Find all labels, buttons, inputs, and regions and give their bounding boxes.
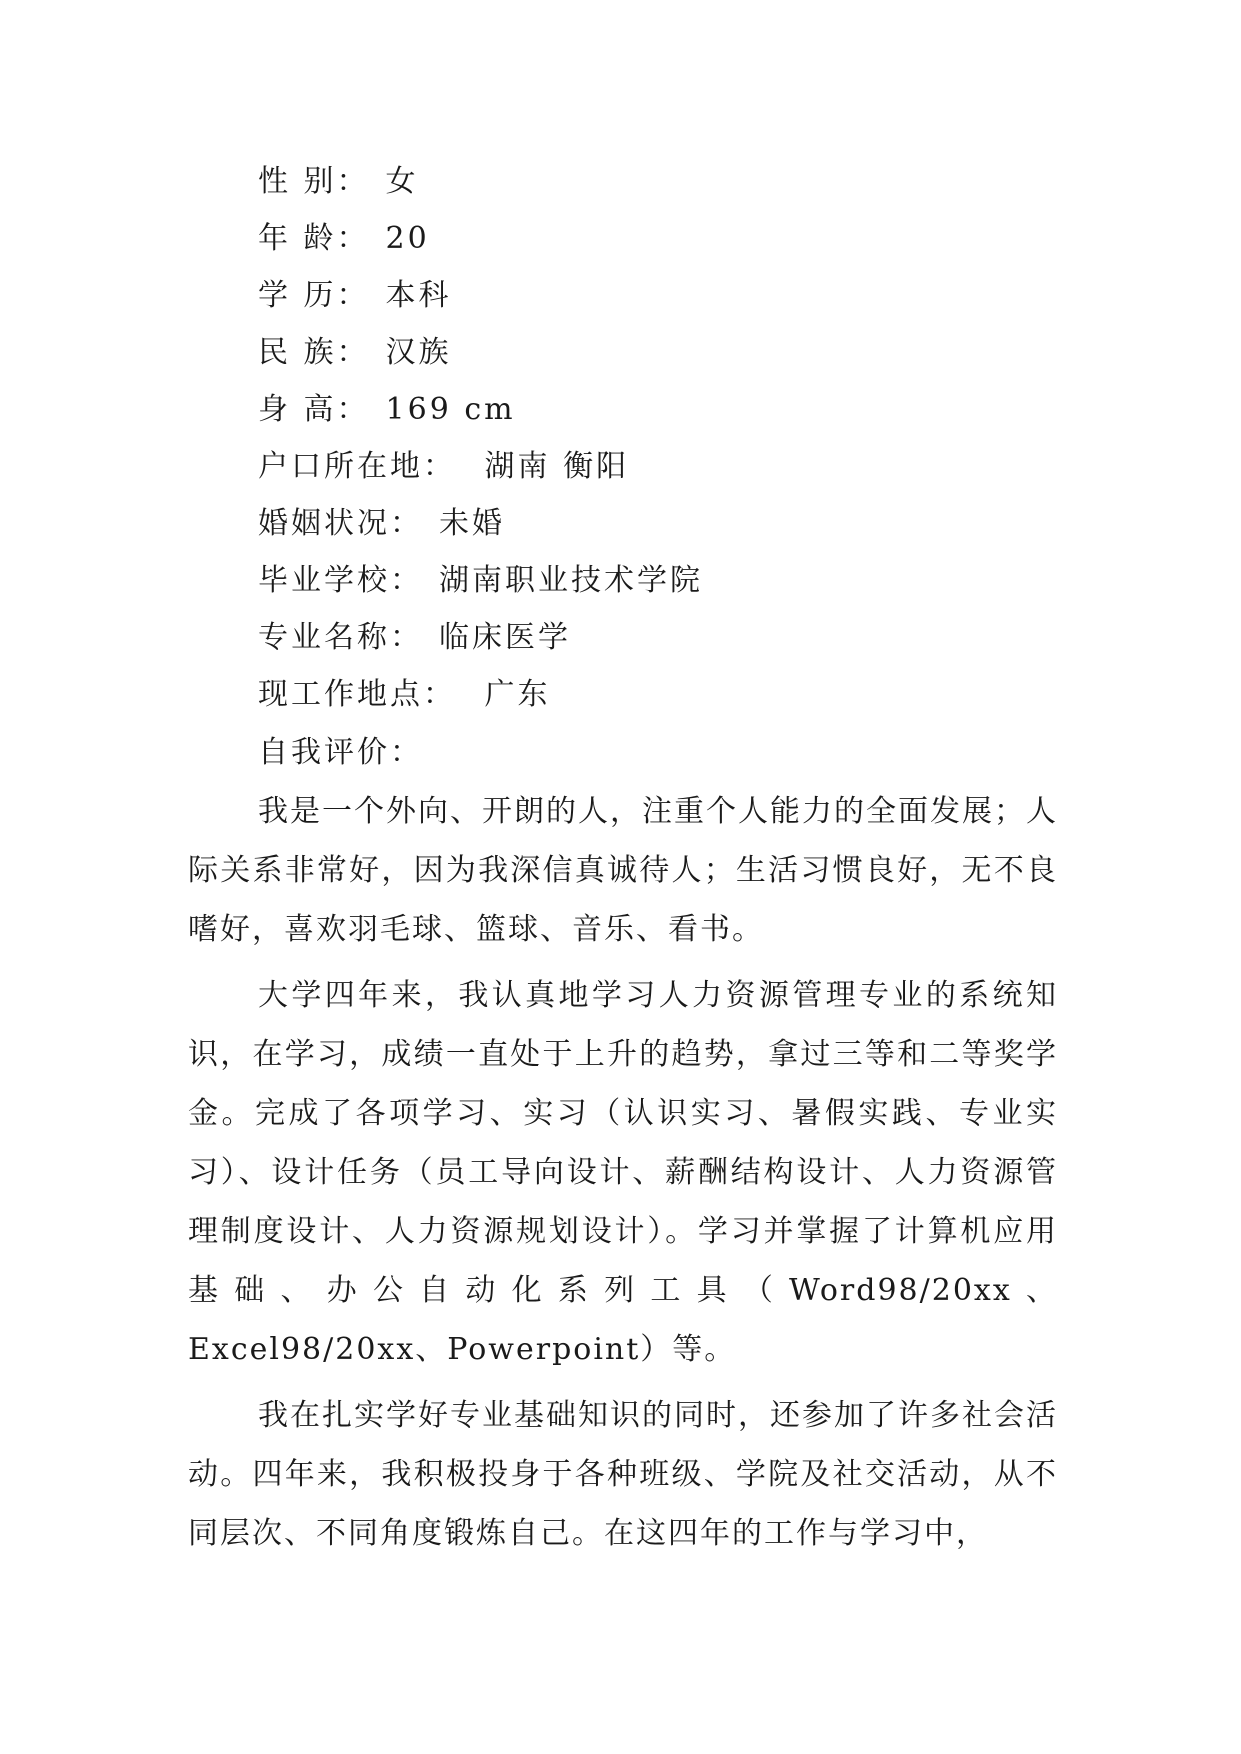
field-school	[258, 561, 703, 601]
field-value: 未婚	[439, 506, 505, 541]
paragraph-social-activities: 我在扎实学好专业基础知识的同时，还参加了许多社会活动。四年来，我积极投身于各种班级、学院及社交活动，从不同层次、不同角度锻炼自己。在这四年的工作与学习中，	[188, 1398, 1058, 1551]
field-height	[258, 390, 516, 430]
field-work-location	[258, 675, 551, 715]
field-gender	[258, 162, 419, 202]
field-marital-status	[258, 504, 505, 544]
field-household-registration	[258, 447, 629, 487]
field-value: 20	[385, 221, 430, 256]
field-label: 专业名称：	[258, 620, 423, 655]
field-label: 婚姻状况：	[258, 506, 423, 541]
field-label: 学 历：	[258, 278, 370, 313]
field-ethnicity	[258, 333, 452, 373]
field-major	[258, 618, 571, 658]
field-age	[258, 219, 430, 259]
field-label: 现工作地点：	[258, 677, 456, 712]
field-value: 女	[385, 164, 419, 199]
paragraph-university-study: 大学四年来，我认真地学习人力资源管理专业的系统知识，在学习，成绩一直处于上升的趋势，拿过三等和二等奖学金。完成了各项学习、实习（认识实习、暑假实践、专业实习）、设计任务（员工导向设计、薪酬结构设计、人力资源管理制度设计、人力资源规划设计）。学习并掌握了计算机应用基础、办公自动化系列工具（Word98/20xx、Excel98/20xx、Powerpoint）等。	[188, 978, 1058, 1367]
field-label: 户口所在地：	[258, 449, 456, 484]
field-label: 毕业学校：	[258, 563, 423, 598]
field-value: 湖南 衡阳	[472, 449, 630, 484]
self-evaluation-heading: 自我评价：	[258, 735, 423, 770]
field-label: 年 龄：	[258, 221, 370, 256]
field-value: 汉族	[385, 335, 452, 370]
field-value: 临床医学	[439, 620, 571, 655]
field-value: 广东	[472, 677, 551, 712]
paragraph-self-evaluation: 我是一个外向、开朗的人，注重个人能力的全面发展；人际关系非常好，因为我深信真诚待人；生活习惯良好，无不良嗜好，喜欢羽毛球、篮球、音乐、看书。	[188, 794, 1058, 947]
field-label: 民 族：	[258, 335, 370, 370]
field-value: 本科	[385, 278, 452, 313]
field-value: 湖南职业技术学院	[439, 563, 703, 598]
field-education	[258, 276, 452, 316]
field-label: 身 高：	[258, 392, 370, 427]
field-value: 169 cm	[385, 392, 516, 427]
field-label: 性 别：	[258, 164, 370, 199]
